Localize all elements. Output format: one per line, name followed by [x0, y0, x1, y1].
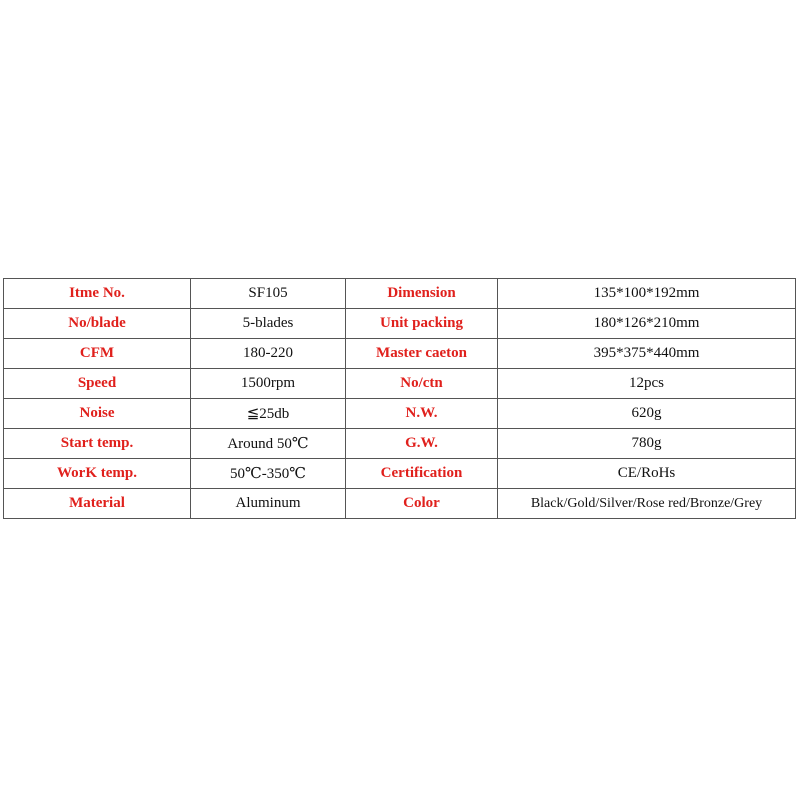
- spec-value: Black/Gold/Silver/Rose red/Bronze/Grey: [498, 489, 796, 519]
- spec-label: CFM: [4, 339, 191, 369]
- spec-value: ≦25db: [191, 399, 346, 429]
- spec-label: No/ctn: [346, 369, 498, 399]
- spec-value: SF105: [191, 279, 346, 309]
- spec-label: Speed: [4, 369, 191, 399]
- table-row: [4, 489, 796, 519]
- table-row: [4, 459, 796, 489]
- spec-label: WorK temp.: [4, 459, 191, 489]
- table-row: [4, 399, 796, 429]
- spec-value: Around 50℃: [191, 429, 346, 459]
- spec-value: 5-blades: [191, 309, 346, 339]
- spec-label: Unit packing: [346, 309, 498, 339]
- spec-label: No/blade: [4, 309, 191, 339]
- table-row: [4, 309, 796, 339]
- spec-label: Material: [4, 489, 191, 519]
- spec-value: 780g: [498, 429, 796, 459]
- spec-value: CE/RoHs: [498, 459, 796, 489]
- spec-value: 135*100*192mm: [498, 279, 796, 309]
- spec-label: Color: [346, 489, 498, 519]
- spec-value: 620g: [498, 399, 796, 429]
- spec-label: Dimension: [346, 279, 498, 309]
- table-row: [4, 369, 796, 399]
- table-row: [4, 429, 796, 459]
- spec-value: 180*126*210mm: [498, 309, 796, 339]
- spec-label: N.W.: [346, 399, 498, 429]
- spec-label: Certification: [346, 459, 498, 489]
- spec-label: Itme No.: [4, 279, 191, 309]
- spec-table: [3, 278, 796, 519]
- spec-value: 180-220: [191, 339, 346, 369]
- table-row: [4, 279, 796, 309]
- spec-value: Aluminum: [191, 489, 346, 519]
- spec-value: 1500rpm: [191, 369, 346, 399]
- spec-value: 12pcs: [498, 369, 796, 399]
- spec-label: Start temp.: [4, 429, 191, 459]
- spec-value: 50℃-350℃: [191, 459, 346, 489]
- table-row: [4, 339, 796, 369]
- spec-label: Noise: [4, 399, 191, 429]
- spec-label: G.W.: [346, 429, 498, 459]
- spec-value: 395*375*440mm: [498, 339, 796, 369]
- spec-label: Master caeton: [346, 339, 498, 369]
